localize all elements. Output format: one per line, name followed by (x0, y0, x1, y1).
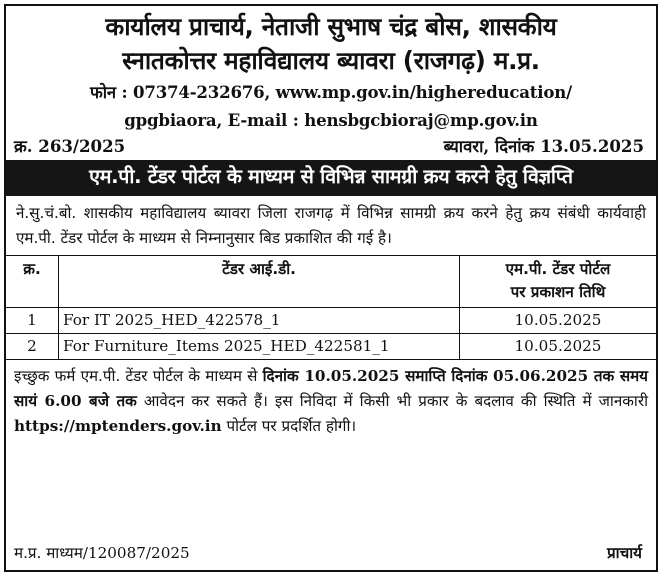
reference-row (6, 134, 656, 158)
intro-paragraph: ने.सु.चं.बो. शासकीय महाविद्यालय ब्यावरा जिला राजगढ़ में विभिन्न सामग्री क्रय करने हेतु क्रय संबंधी कार्यवाही एम.पी. टेंडर पोर्टल के माध्यम से निम्नानुसार बिड प्रकाशित की गई है। (16, 204, 646, 247)
closing-text-part3: पोर्टल पर प्रदर्शित होगी। (221, 417, 357, 435)
header-publish-date (460, 256, 657, 308)
closing-text-part1: इच्छुक फर्म एम.पी. टेंडर पोर्टल के माध्यम से (14, 367, 263, 385)
table-row (6, 334, 656, 360)
row-serial: 2 (6, 334, 59, 360)
tender-table (6, 255, 656, 360)
reference-number: क्र. 263/2025 (14, 136, 126, 156)
table-row (6, 308, 656, 334)
contact-email: gpgbiaora, E-mail : hensbgcbioraj@mp.gov.in (124, 110, 538, 130)
row-publish-date: 10.05.2025 (460, 308, 657, 334)
office-title-line2: स्नातकोत्तर महाविद्यालय ब्यावरा (राजगढ़) म.प्र. (122, 46, 540, 75)
publication-number: म.प्र. माध्यम/120087/2025 (14, 544, 190, 562)
row-serial: 1 (6, 308, 59, 334)
signatory: प्राचार्य (607, 544, 642, 562)
notice-title: एम.पी. टेंडर पोर्टल के माध्यम से विभिन्न सामग्री क्रय करने हेतु विज्ञप्ति (6, 160, 656, 196)
header-serial: क्र. (6, 256, 59, 308)
table-header-row (6, 256, 656, 308)
footer-row (14, 542, 642, 564)
tender-notice (4, 4, 658, 572)
closing-paragraph (6, 360, 656, 439)
deadline-text: दिनांक 10.05.2025 समाप्ति दिनांक 05.06.2025 तक समय सायं 6.00 बजे तक (14, 367, 648, 410)
header-tender-id: टेंडर आई.डी. (59, 256, 460, 308)
portal-url: https://mptenders.gov.in (14, 417, 222, 435)
row-tender-id: For IT 2025_HED_422578_1 (59, 308, 460, 334)
closing-text-part2: आवेदन कर सकते हैं। इस निविदा में किसी भी प्रकार के बदलाव की स्थिति में जानकारी (136, 392, 648, 410)
row-publish-date: 10.05.2025 (460, 334, 657, 360)
row-tender-id: For Furniture_Items 2025_HED_422581_1 (59, 334, 460, 360)
header-publish-date-line2: पर प्रकाशन तिथि (510, 283, 606, 301)
office-title-line1: कार्यालय प्राचार्य, नेताजी सुभाष चंद्र बोस, शासकीय (105, 12, 557, 41)
header-publish-date-line1: एम.पी. टेंडर पोर्टल (505, 260, 611, 278)
place-date: ब्यावरा, दिनांक 13.05.2025 (443, 136, 644, 156)
contact-phone-web: फोन : 07374-232676, www.mp.gov.in/highereducation/ (90, 82, 572, 102)
